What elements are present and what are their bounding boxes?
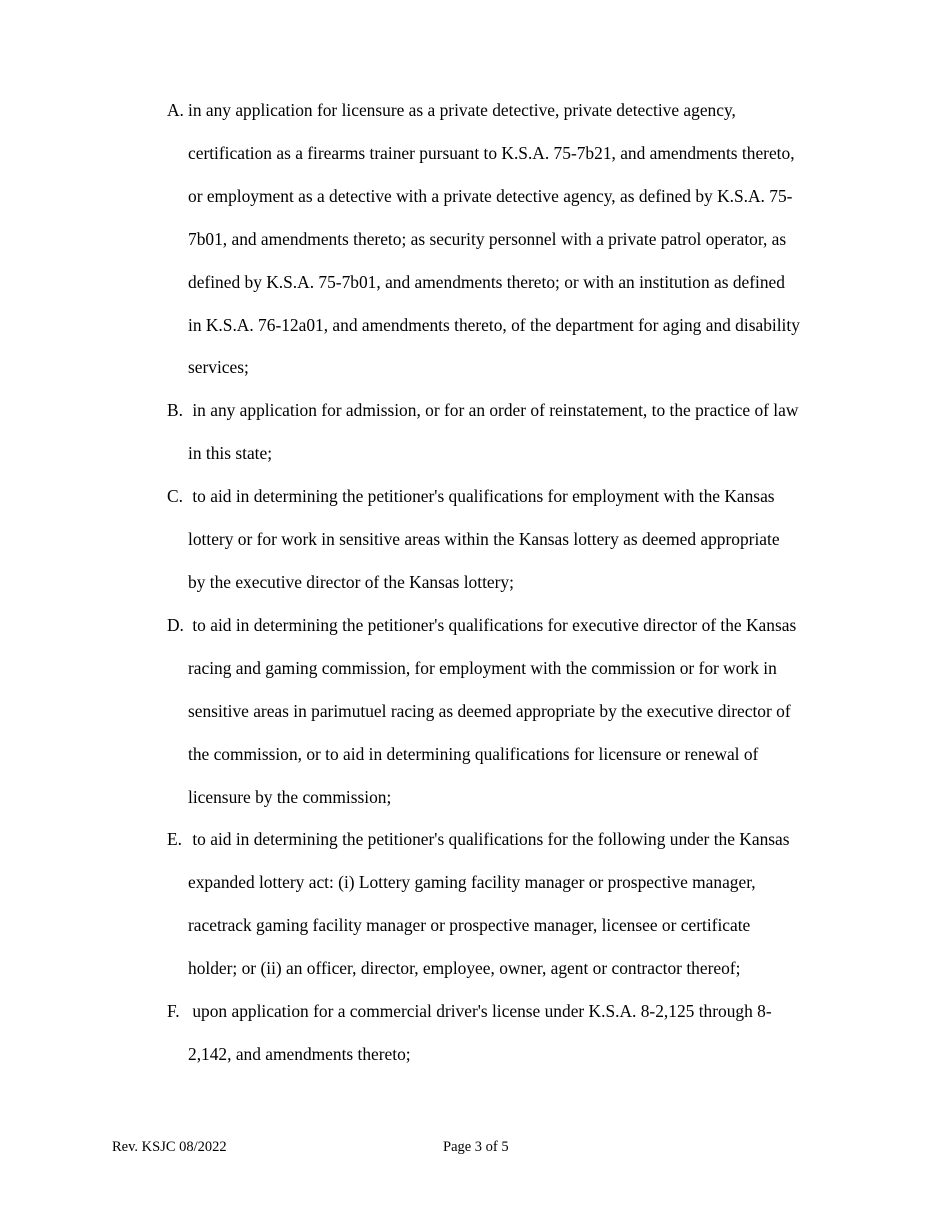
text-line: racetrack gaming facility manager or prospective manager, licensee or certificate [188, 915, 751, 936]
text-line: upon application for a commercial driver's license under K.S.A. 8-2,125 through 8- [188, 1001, 772, 1022]
text-line: in any application for admission, or for an order of reinstatement, to the practice of law [188, 400, 799, 421]
text-line: in K.S.A. 76-12a01, and amendments thereto, of the department for aging and disability [188, 314, 800, 335]
text-line: expanded lottery act: (i) Lottery gaming facility manager or prospective manager, [188, 872, 756, 893]
list-item-e [167, 818, 857, 990]
list-marker: C. [167, 486, 183, 507]
text-line: certification as a firearms trainer pursuant to K.S.A. 75-7b21, and amendments thereto, [188, 142, 795, 163]
text-line: sensitive areas in parimutuel racing as deemed appropriate by the executive director of [188, 700, 791, 721]
page-number: Page 3 of 5 [443, 1139, 509, 1155]
text-line: lottery or for work in sensitive areas within the Kansas lottery as deemed appropriate [188, 529, 780, 550]
text-line: in any application for licensure as a private detective, private detective agency, [188, 100, 736, 120]
text-line: racing and gaming commission, for employment with the commission or for work in [188, 657, 777, 678]
text-line: holder; or (ii) an officer, director, employee, owner, agent or contractor thereof; [188, 958, 741, 979]
list-marker: F. [167, 1001, 180, 1022]
list-item-a [167, 89, 857, 389]
text-line: licensure by the commission; [188, 786, 392, 807]
text-line: to aid in determining the petitioner's qualifications for employment with the Kansas [188, 486, 775, 507]
revision-label: Rev. KSJC 08/2022 [112, 1139, 227, 1155]
list-item-b [167, 389, 857, 475]
text-line: or employment as a detective with a private detective agency, as defined by K.S.A. 75- [188, 185, 793, 206]
text-line: by the executive director of the Kansas lottery; [188, 571, 514, 592]
numbered-list [167, 89, 857, 1076]
list-item-c [167, 475, 857, 604]
list-marker: B. [167, 400, 183, 421]
list-item-f [167, 990, 857, 1076]
text-line: 2,142, and amendments thereto; [188, 1043, 411, 1064]
text-line: defined by K.S.A. 75-7b01, and amendments thereto; or with an institution as defined [188, 271, 785, 292]
text-line: the commission, or to aid in determining qualifications for licensure or renewal of [188, 743, 759, 764]
text-line: services; [188, 357, 249, 378]
list-marker: E. [167, 829, 182, 850]
list-marker: D. [167, 614, 184, 635]
text-line: to aid in determining the petitioner's qualifications for the following under the Kansas [188, 829, 790, 850]
list-marker: A. [167, 100, 184, 120]
list-item-d [167, 604, 857, 819]
text-line: 7b01, and amendments thereto; as security personnel with a private patrol operator, as [188, 228, 787, 249]
text-line: to aid in determining the petitioner's qualifications for executive director of the Kansas [188, 614, 797, 635]
text-line: in this state; [188, 443, 273, 464]
